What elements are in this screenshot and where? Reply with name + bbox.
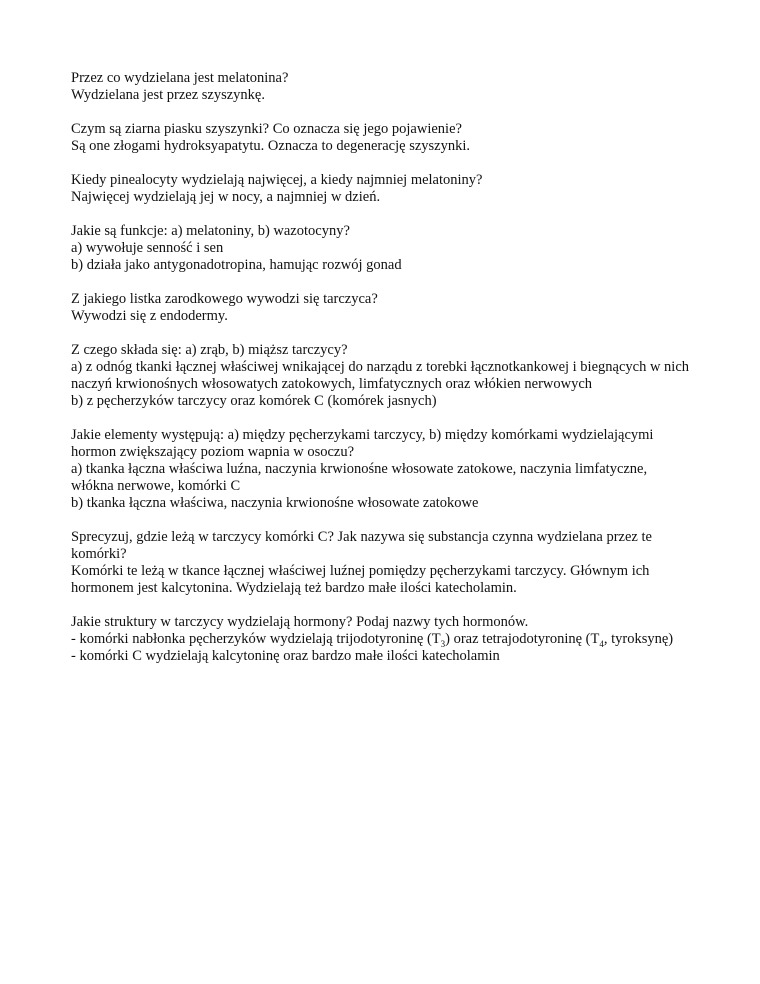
answer-text: a) z odnóg tkanki łącznej właściwej wnikającej do narządu z torebki łącznotkankowej i biegnących w nich naczyń krwionośnych włosowatych zatokowych, limfatycznych oraz włókien nerwowych	[71, 359, 690, 392]
qa-block-3	[71, 172, 691, 206]
qa-block-2	[71, 121, 691, 155]
answer-text: Najwięcej wydzielają jej w nocy, a najmniej w dzień.	[71, 189, 381, 205]
answer-fragment: , tyroksynę)	[603, 631, 674, 647]
answer-text: Wywodzi się z endodermy.	[71, 308, 228, 324]
question-text: Czym są ziarna piasku szyszynki? Co oznacza się jego pojawienie?	[71, 121, 462, 137]
qa-block-1	[71, 70, 691, 104]
qa-block-5	[71, 291, 691, 325]
question-text: Jakie elementy występują: a) między pęcherzykami tarczycy, b) między komórkami wydzielającymi hormon zwiększający poziom wapnia w osoczu?	[71, 427, 654, 460]
question-text: Z jakiego listka zarodkowego wywodzi się tarczyca?	[71, 291, 378, 307]
question-text: Kiedy pinealocyty wydzielają najwięcej, a kiedy najmniej melatoniny?	[71, 172, 483, 188]
question-text: Jakie są funkcje: a) melatoniny, b) wazotocyny?	[71, 223, 350, 239]
qa-block-8	[71, 529, 691, 597]
answer-text: b) tkanka łączna właściwa, naczynia krwionośne włosowate zatokowe	[71, 495, 479, 511]
question-text: Przez co wydzielana jest melatonina?	[71, 70, 289, 86]
answer-text: Wydzielana jest przez szyszynkę.	[71, 87, 265, 103]
qa-block-7	[71, 427, 691, 512]
document-body	[71, 70, 691, 682]
qa-block-4	[71, 223, 691, 274]
answer-text: a) wywołuje senność i sen	[71, 240, 224, 256]
subscript: 3	[440, 638, 446, 649]
answer-text: - komórki C wydzielają kalcytoninę oraz bardzo małe ilości katecholamin	[71, 648, 500, 664]
answer-text: a) tkanka łączna właściwa luźna, naczynia krwionośne włosowate zatokowe, naczynia limfatyczne, włókna nerwowe, komórki C	[71, 461, 648, 494]
question-text: Jakie struktury w tarczycy wydzielają hormony? Podaj nazwy tych hormonów.	[71, 614, 529, 630]
answer-fragment: ) oraz tetrajodotyroninę (T	[445, 631, 600, 647]
answer-text: Komórki te leżą w tkance łącznej właściwej luźnej pomiędzy pęcherzykami tarczycy. Głównym ich hormonem jest kalcytonina. Wydzielają też bardzo małe ilości katecholamin.	[71, 563, 650, 596]
answer-fragment: - komórki nabłonka pęcherzyków wydzielają trijodotyroninę (T	[71, 631, 441, 647]
qa-block-9	[71, 614, 691, 665]
qa-block-6	[71, 342, 691, 410]
answer-text: Są one złogami hydroksyapatytu. Oznacza to degenerację szyszynki.	[71, 138, 471, 154]
answer-text: b) działa jako antygonadotropina, hamując rozwój gonad	[71, 257, 402, 273]
answer-text	[71, 631, 691, 648]
question-text: Sprecyzuj, gdzie leżą w tarczycy komórki C? Jak nazywa się substancja czynna wydzielana przez te komórki?	[71, 529, 652, 562]
answer-text: b) z pęcherzyków tarczycy oraz komórek C (komórek jasnych)	[71, 393, 437, 409]
question-text: Z czego składa się: a) zrąb, b) miąższ tarczycy?	[71, 342, 348, 358]
subscript: 4	[599, 638, 604, 649]
